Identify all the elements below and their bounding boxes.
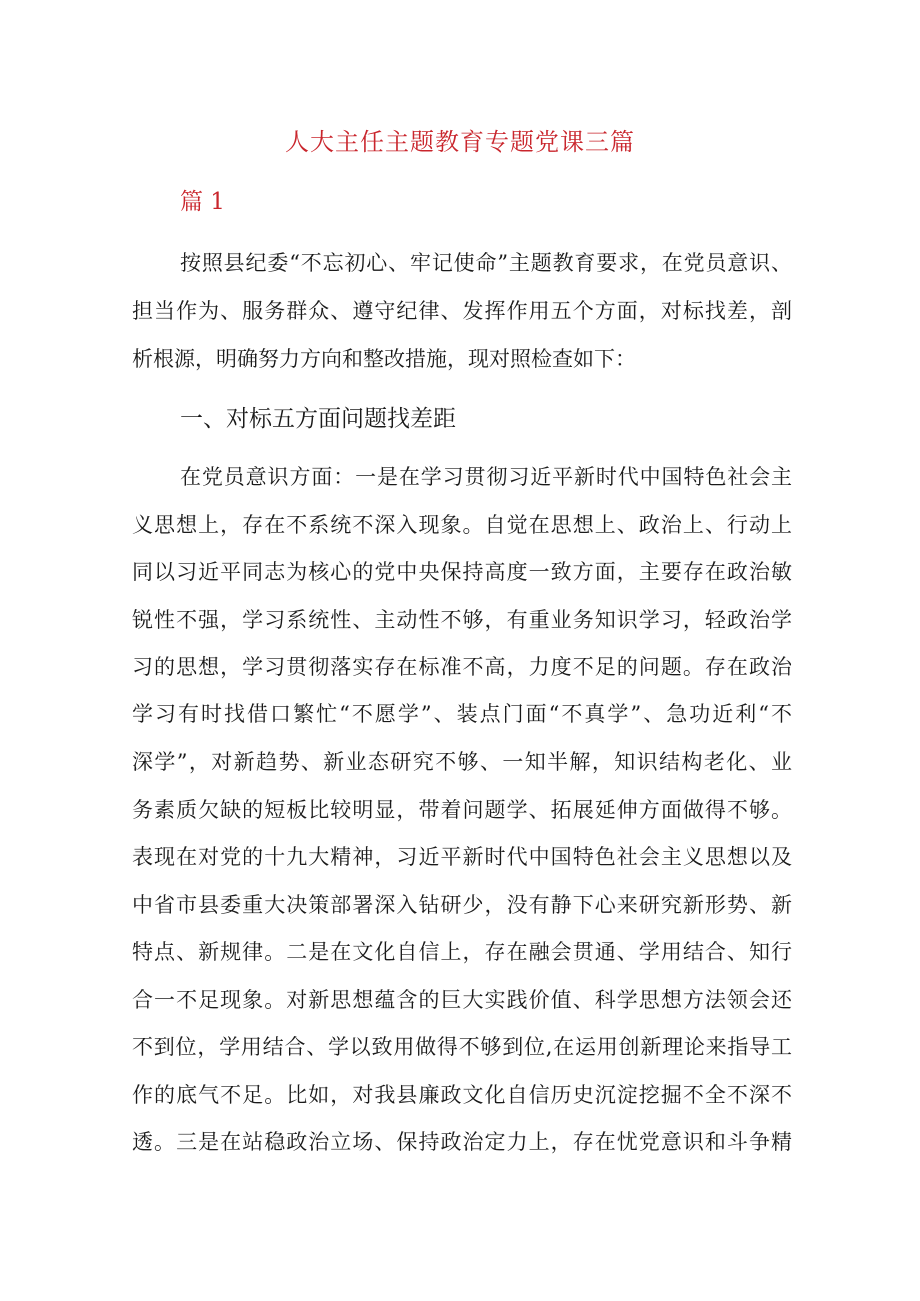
body-line: 学习有时找借口繁忙“不愿学”、装点门面“不真学”、急功近利“不 bbox=[132, 702, 792, 726]
intro-line: 担当作为、服务群众、遵守纪律、发挥作用五个方面，对标找差，剖 bbox=[132, 299, 792, 323]
body-line: 特点、新规律。二是在文化自信上，存在融会贯通、学用结合、知行 bbox=[132, 940, 792, 964]
body-line: 务素质欠缺的短板比较明显，带着问题学、拓展延伸方面做得不够。 bbox=[132, 798, 792, 822]
body-line: 在党员意识方面：一是在学习贯彻习近平新时代中国特色社会主 bbox=[180, 465, 792, 489]
body-line: 义思想上，存在不系统不深入现象。自觉在思想上、政治上、行动上 bbox=[132, 513, 792, 537]
body-line: 锐性不强，学习系统性、主动性不够，有重业务知识学习，轻政治学 bbox=[132, 608, 792, 632]
body-line: 深学”，对新趋势、新业态研究不够、一知半解，知识结构老化、业 bbox=[132, 750, 792, 774]
section-label: 篇 1 bbox=[180, 189, 225, 215]
body-line: 表现在对党的十九大精神，习近平新时代中国特色社会主义思想以及 bbox=[132, 845, 792, 869]
body-line: 中省市县委重大决策部署深入钻研少，没有静下心来研究新形势、新 bbox=[132, 893, 792, 917]
intro-line: 按照县纪委“不忘初心、牢记使命”主题教育要求，在党员意识、 bbox=[180, 251, 792, 275]
body-line: 习的思想，学习贯彻落实存在标准不高，力度不足的问题。存在政治 bbox=[132, 655, 792, 679]
intro-line: 析根源，明确努力方向和整改措施，现对照检查如下： bbox=[132, 347, 636, 371]
body-line: 合一不足现象。对新思想蕴含的巨大实践价值、科学思想方法领会还 bbox=[132, 988, 792, 1012]
document-title: 人大主任主题教育专题党课三篇 bbox=[285, 128, 635, 156]
body-line: 不到位，学用结合、学以致用做得不够到位,在运用创新理论来指导工 bbox=[132, 1035, 792, 1059]
body-line: 同以习近平同志为核心的党中央保持高度一致方面，主要存在政治敏 bbox=[132, 560, 792, 584]
section-heading: 一、对标五方面问题找差距 bbox=[180, 406, 456, 432]
body-line: 透。三是在站稳政治立场、保持政治定力上，存在忧党意识和斗争精 bbox=[132, 1130, 792, 1154]
body-line: 作的底气不足。比如，对我县廉政文化自信历史沉淀挖掘不全不深不 bbox=[132, 1083, 792, 1107]
